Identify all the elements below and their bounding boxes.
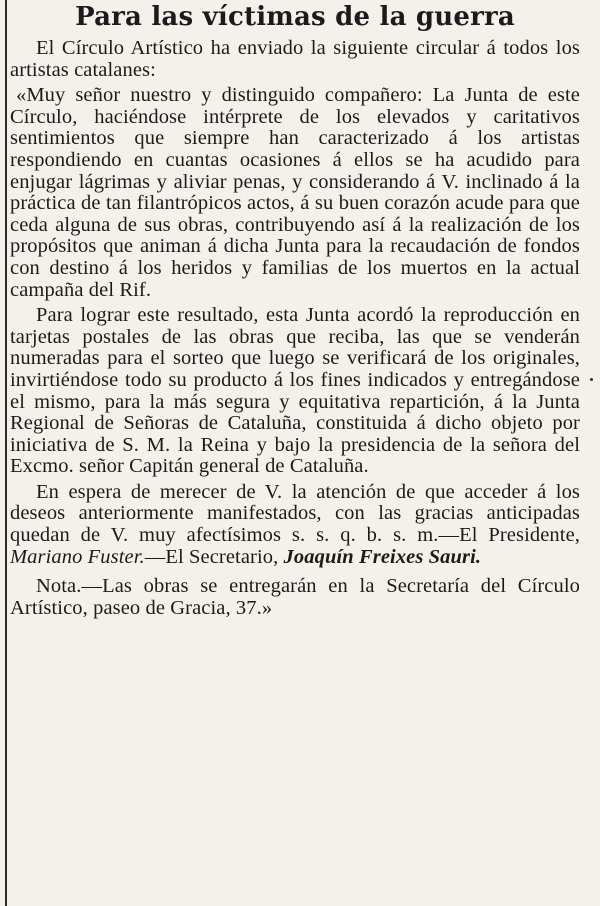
secretary-name: Joaquín Freixes Sauri.	[283, 545, 482, 568]
article-body	[10, 38, 580, 619]
column-rule	[5, 0, 7, 906]
headline: Para las víctimas de la guerra	[75, 2, 515, 32]
letter-paragraph-2: Para lograr este resultado, esta Junta acordó la reproducción en tarjetas postales de las obras que reciba, las que se venderán numeradas para el sorteo que luego se verificará de los originales, invirtiéndose todo su producto á los fines indicados y entregándose el mismo, para la más segura y equitativa repartición, á la Junta Regional de Señoras de Cataluña, constituida á dicho objeto por iniciativa de S. M. la Reina y bajo la presidencia de la señora del Excmo. señor Capitán general de Cataluña.	[10, 304, 580, 478]
intro-paragraph: El Círculo Artístico ha enviado la siguiente circular á todos los artistas catalanes:	[10, 37, 580, 81]
print-speck	[590, 378, 593, 381]
letter-paragraph-1: «Muy señor nuestro y distinguido compañero: La Junta de este Círculo, haciéndose intérprete de los elevados y caritativos sentimientos que siempre han caracterizado á los artistas respondiendo en cuantas ocasiones á ellos se ha acudido para enjugar lágrimas y aliviar penas, y considerando á V. inclinado á la práctica de tan filantrópicos actos, á su buen corazón acude para que ceda alguna de sus obras, contribuyendo así á la realización de los propósitos que animan á dicha Junta para la recaudación de fondos con destino á los heridos y familias de los muertos en la actual campaña del Rif.	[10, 84, 580, 301]
letter-closing-text: En espera de merecer de V. la atención de que acceder á los deseos anteriormente manifestados, con las gracias anticipadas quedan de V. muy afectísimos s. s. q. b. s. m.—El Presidente,	[10, 480, 580, 547]
note-paragraph: Nota.—Las obras se entregarán en la Secretaría del Círculo Artístico, paseo de Gracia, 37.»	[10, 575, 580, 619]
president-name: Mariano Fuster.	[10, 545, 145, 568]
newspaper-column	[10, 0, 580, 906]
secretary-label: —El Secretario,	[144, 545, 279, 568]
letter-paragraph-3	[10, 482, 580, 568]
